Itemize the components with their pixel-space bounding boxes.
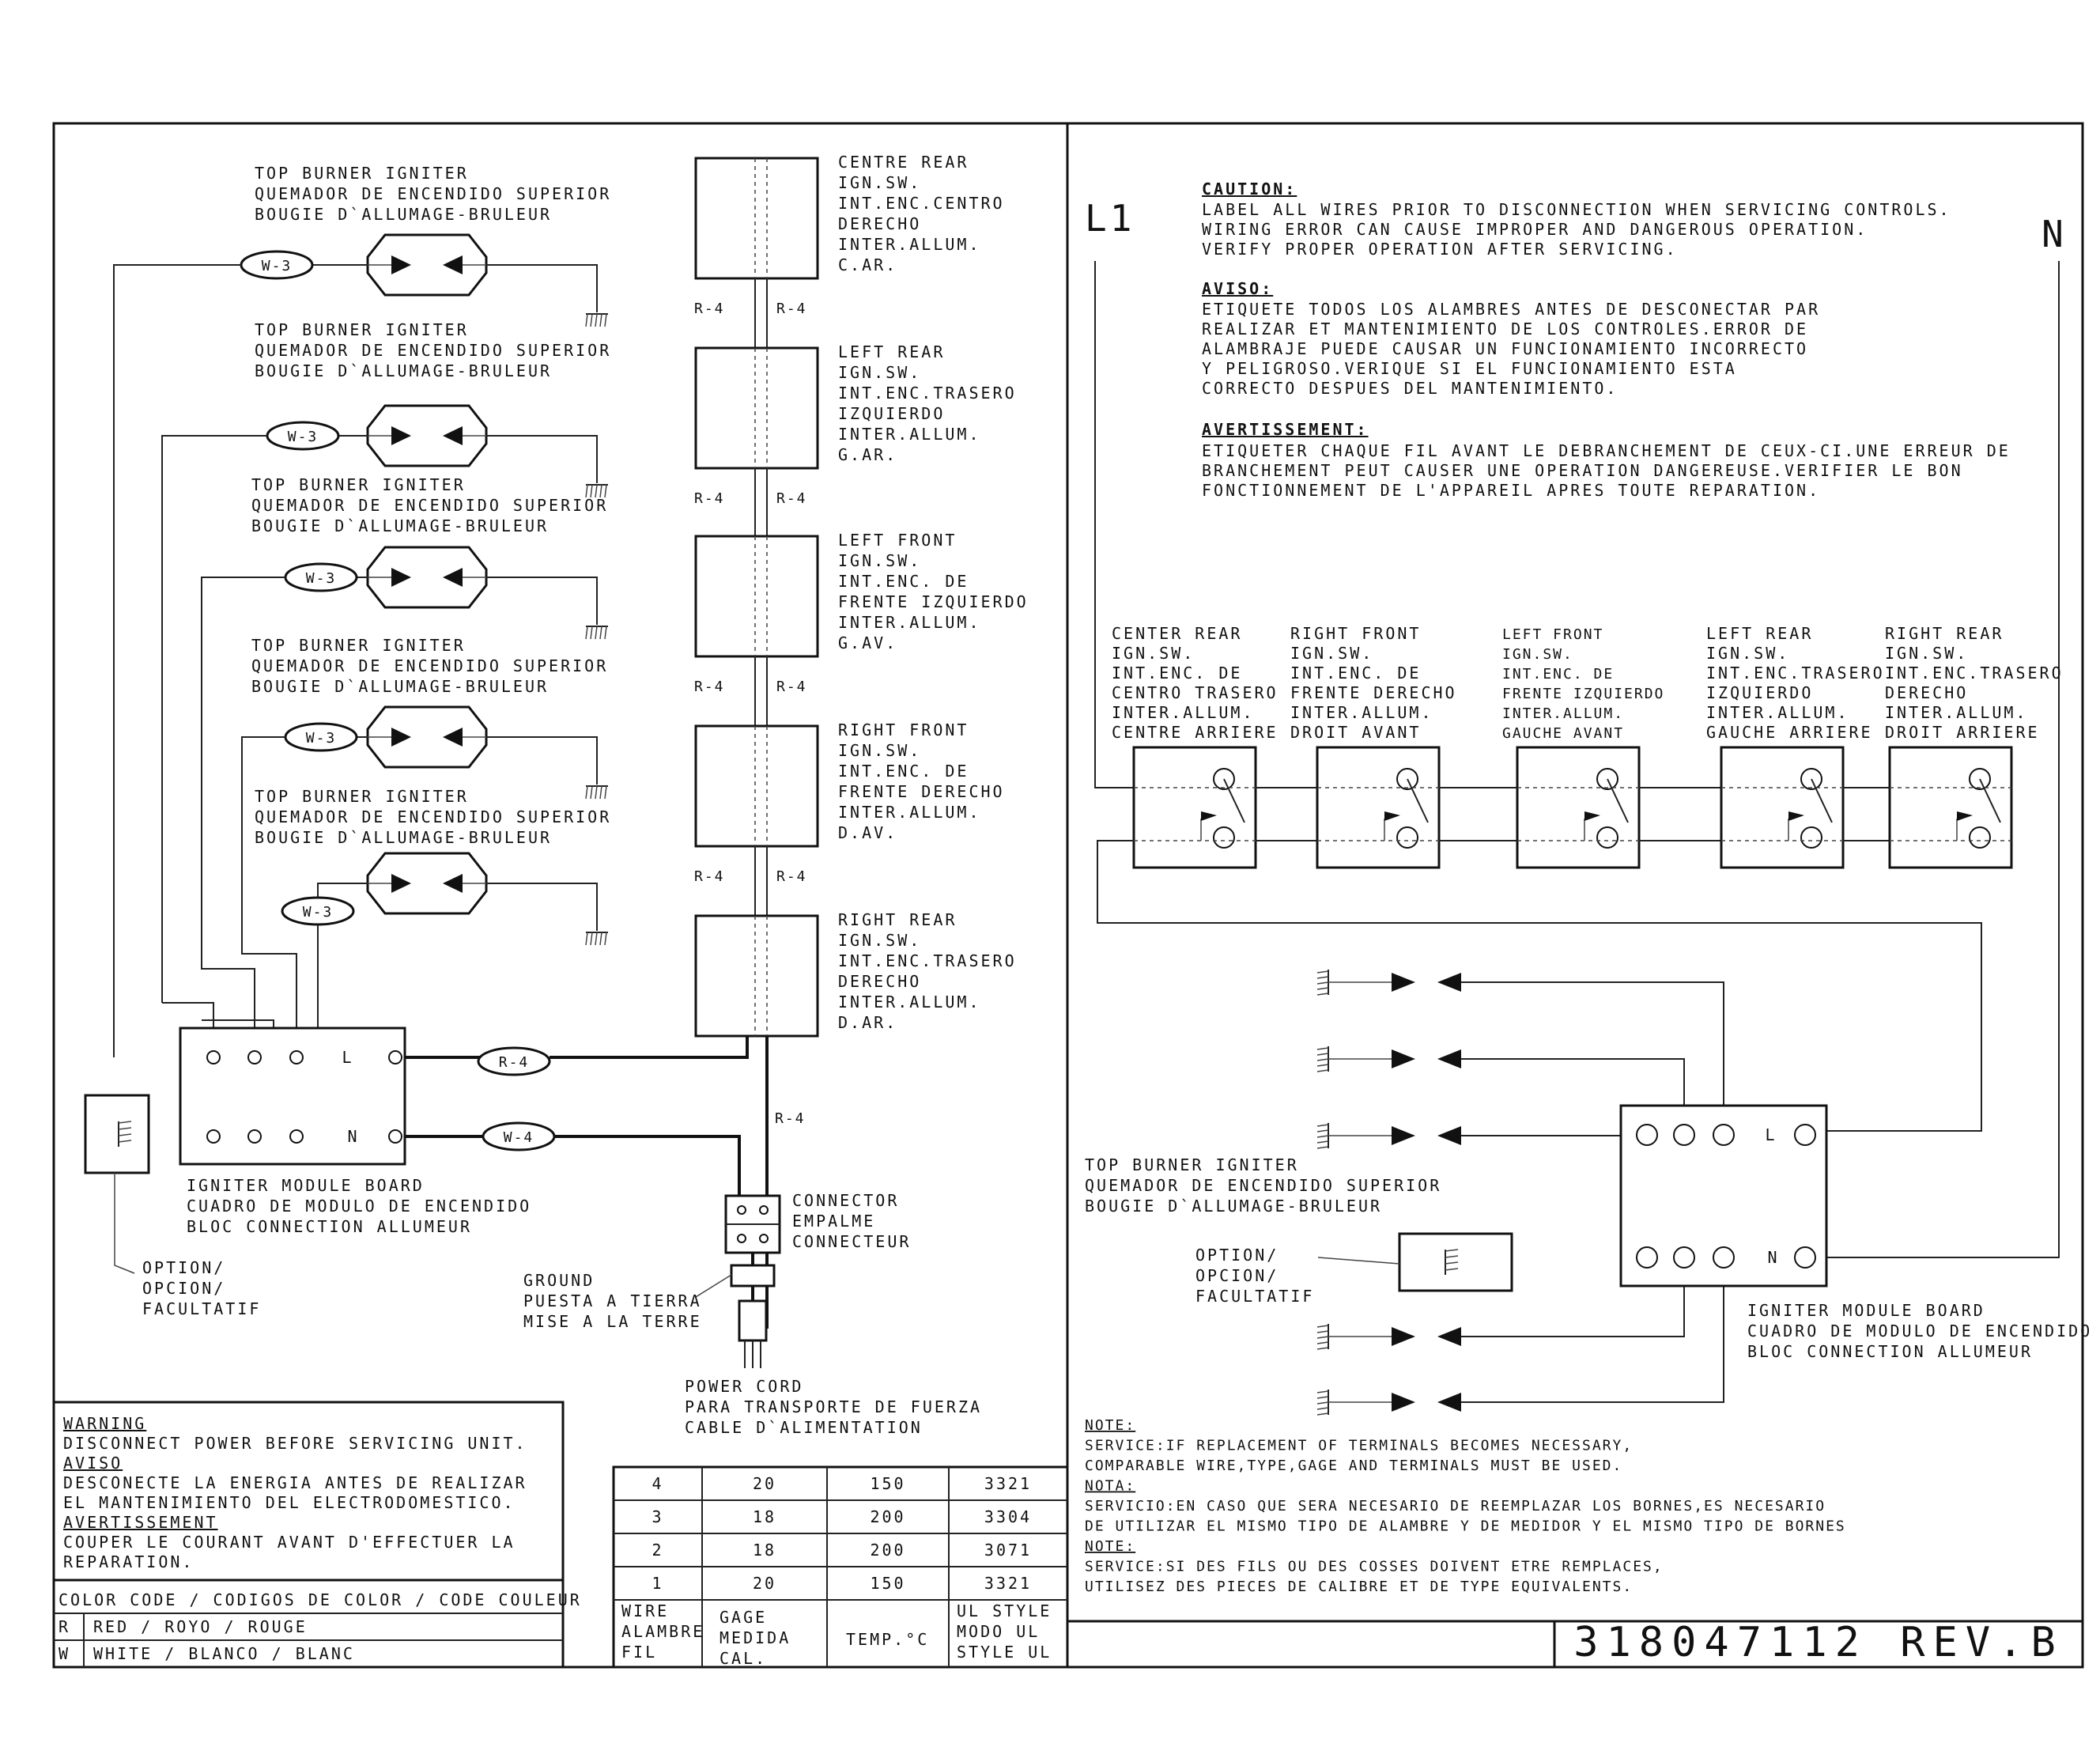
wire-table-cell: 150	[870, 1474, 906, 1493]
wire-table-header: GAGE	[720, 1608, 768, 1627]
power-cord-label: POWER CORD	[685, 1377, 804, 1396]
terminal-N-label: N	[347, 1127, 360, 1146]
terminal-N-right: N	[1767, 1248, 1780, 1267]
igniter-label: BOUGIE D`ALLUMAGE-BRULEUR	[255, 205, 553, 224]
switch-label: INTER.ALLUM.	[838, 803, 981, 822]
switch-right-label: DROIT AVANT	[1290, 723, 1422, 742]
r4-label: R-4	[694, 301, 725, 317]
wire-table-header: MEDIDA	[720, 1628, 791, 1647]
igniter-label: TOP BURNER IGNITER	[255, 787, 469, 806]
aviso-line: REALIZAR ET MANTENIMIENTO DE LOS CONTROLES.ERROR DE	[1202, 320, 1809, 338]
switch-label: G.AR.	[838, 445, 898, 464]
igniter-label: TOP BURNER IGNITER	[255, 164, 469, 183]
option-label: OPCION/	[142, 1279, 226, 1298]
ground-label: GROUND	[523, 1271, 595, 1290]
switch-right-label: INT.ENC. DE	[1112, 664, 1243, 682]
r4-label: R-4	[776, 868, 807, 885]
igniter-label: TOP BURNER IGNITER	[251, 475, 466, 494]
module-terminal-right	[1713, 1247, 1734, 1268]
w4-tag-label: W-4	[503, 1129, 534, 1146]
switch-label: IGN.SW.	[838, 173, 922, 192]
wire-table-header: WIRE	[621, 1601, 670, 1620]
color-code-letter: W	[59, 1644, 71, 1663]
connector-pin	[760, 1235, 768, 1242]
wire-table-cell: 200	[870, 1507, 906, 1526]
color-code-letter: R	[59, 1617, 71, 1636]
wire-table-cell: 20	[752, 1574, 777, 1593]
plug-body	[739, 1301, 766, 1340]
switch-label: INT.ENC. DE	[838, 762, 969, 781]
aviso-line: ALAMBRAJE PUEDE CAUSAR UN FUNCIONAMIENTO INCORRECTO	[1202, 339, 1809, 358]
color-code-header: COLOR CODE / CODIGOS DE COLOR / CODE COULEUR	[59, 1590, 582, 1609]
wire-table-header: FIL	[621, 1643, 658, 1662]
aviso-line: ETIQUETE TODOS LOS ALAMBRES ANTES DE DESCONECTAR PAR	[1202, 300, 1821, 319]
switch-terminal	[1397, 827, 1418, 848]
r4-label: R-4	[776, 679, 807, 695]
switch-terminal	[1597, 827, 1618, 848]
caution-line: VERIFY PROPER OPERATION AFTER SERVICING.	[1202, 240, 1678, 259]
switch-label: INT.ENC.TRASERO	[838, 384, 1017, 403]
wire-table-cell: 1	[652, 1574, 664, 1593]
module-terminal	[248, 1130, 261, 1143]
option-box	[85, 1095, 149, 1173]
wire-table-header: UL STYLE	[957, 1601, 1052, 1620]
switch-right-label: RIGHT REAR	[1885, 624, 2004, 643]
aviso-title: AVISO:	[1202, 279, 1274, 298]
switch-right-label: IGN.SW.	[1502, 646, 1573, 663]
right-module-label: IGNITER MODULE BOARD	[1747, 1301, 1985, 1320]
switch-terminal	[1801, 827, 1822, 848]
switch-right-label: CENTRE ARRIERE	[1112, 723, 1279, 742]
switch-label: INTER.ALLUM.	[838, 993, 981, 1011]
strain-relief	[731, 1265, 774, 1286]
warning-line: DISCONNECT POWER BEFORE SERVICING UNIT.	[63, 1434, 527, 1453]
avertissement-line: BRANCHEMENT PEUT CAUSER UNE OPERATION DANGEREUSE.VERIFIER LE BON	[1202, 461, 1963, 480]
switch-label: IGN.SW.	[838, 741, 922, 760]
module-terminal	[290, 1051, 303, 1064]
switch-label: RIGHT FRONT	[838, 720, 969, 739]
switch-terminal	[1970, 827, 1990, 848]
module-label: IGNITER MODULE BOARD	[187, 1176, 425, 1195]
right-option-label: FACULTATIF	[1195, 1287, 1315, 1306]
igniter-label: QUEMADOR DE ENCENDIDO SUPERIOR	[255, 807, 612, 826]
wire-table-cell: 200	[870, 1541, 906, 1560]
r4-tag-label: R-4	[498, 1054, 530, 1071]
wire-table-cell: 150	[870, 1574, 906, 1593]
power-cord-label: PARA TRANSPORTE DE FUERZA	[685, 1397, 983, 1416]
connector-label: EMPALME	[792, 1212, 876, 1231]
module-terminal	[248, 1051, 261, 1064]
switch-label: D.AR.	[838, 1013, 898, 1032]
note-line: NOTE:	[1085, 1538, 1136, 1555]
module-terminal-right	[1713, 1125, 1734, 1145]
switch-right-label: RIGHT FRONT	[1290, 624, 1422, 643]
caution-line: LABEL ALL WIRES PRIOR TO DISCONNECTION WHEN SERVICING CONTROLS.	[1202, 200, 1951, 219]
ignition-switch-4	[696, 726, 818, 846]
connector-pin	[738, 1235, 746, 1242]
warning-line: AVISO	[63, 1454, 123, 1473]
connector-pin	[760, 1206, 768, 1214]
option-label: OPTION/	[142, 1258, 226, 1277]
switch-label: LEFT FRONT	[838, 531, 957, 550]
avertissement-line: FONCTIONNEMENT DE L'APPAREIL APRES TOUTE REPARATION.	[1202, 481, 1821, 500]
w3-tag-label: W-3	[305, 730, 337, 747]
igniter-label: BOUGIE D`ALLUMAGE-BRULEUR	[255, 361, 553, 380]
switch-right-label: INT.ENC. DE	[1290, 664, 1422, 682]
r4-label: R-4	[694, 868, 725, 885]
wire-table-cell: 3321	[984, 1474, 1033, 1493]
wire-table-cell: 3304	[984, 1507, 1033, 1526]
module-label: BLOC CONNECTION ALLUMEUR	[187, 1217, 472, 1236]
switch-right-label: IGN.SW.	[1112, 644, 1195, 663]
module-terminal	[207, 1130, 220, 1143]
switch-right-label: FRENTE DERECHO	[1290, 683, 1457, 702]
connector-pin	[738, 1206, 746, 1214]
wire-table-cell: 3071	[984, 1541, 1033, 1560]
note-line: DE UTILIZAR EL MISMO TIPO DE ALAMBRE Y DE MEDIDOR Y EL MISMO TIPO DE BORNES	[1085, 1518, 1846, 1535]
igniter-label: QUEMADOR DE ENCENDIDO SUPERIOR	[255, 341, 612, 360]
switch-label: FRENTE DERECHO	[838, 782, 1005, 801]
wire-table-cell: 4	[652, 1474, 664, 1493]
igniter-label: BOUGIE D`ALLUMAGE-BRULEUR	[251, 677, 550, 696]
switch-right-label: CENTRO TRASERO	[1112, 683, 1279, 702]
note-line: NOTA:	[1085, 1477, 1136, 1495]
color-code-name: RED / ROYO / ROUGE	[93, 1617, 308, 1636]
switch-label: IGN.SW.	[838, 551, 922, 570]
aviso-line: CORRECTO DESPUES DEL MANTENIMIENTO.	[1202, 379, 1618, 398]
switch-label: INT.ENC.TRASERO	[838, 951, 1017, 970]
switch-label: INTER.ALLUM.	[838, 613, 981, 632]
right-option-label: OPTION/	[1195, 1246, 1279, 1265]
terminal-L-label: L	[342, 1048, 354, 1067]
aviso-line: Y PELIGROSO.VERIQUE SI EL FUNCIONAMIENTO ESTA	[1202, 359, 1737, 378]
igniter-label: QUEMADOR DE ENCENDIDO SUPERIOR	[251, 656, 609, 675]
switch-label: INTER.ALLUM.	[838, 425, 981, 444]
switch-label: LEFT REAR	[838, 342, 946, 361]
note-line: SERVICIO:EN CASO QUE SERA NECESARIO DE REEMPLAZAR LOS BORNES,ES NECESARIO	[1085, 1498, 1826, 1514]
switch-right-label: INTER.ALLUM.	[1290, 703, 1433, 722]
ignition-switch-2	[696, 348, 818, 468]
r4-label: R-4	[776, 490, 807, 507]
igniter-label: QUEMADOR DE ENCENDIDO SUPERIOR	[251, 496, 609, 515]
wire-table-header: CAL.	[720, 1649, 768, 1668]
right-igniter-label: BOUGIE D`ALLUMAGE-BRULEUR	[1085, 1197, 1383, 1216]
igniter-module-board	[180, 1028, 405, 1164]
right-module-label: BLOC CONNECTION ALLUMEUR	[1747, 1342, 2033, 1361]
module-label: CUADRO DE MODULO DE ENCENDIDO	[187, 1197, 532, 1216]
switch-right-label: INT.ENC.TRASERO	[1885, 664, 2064, 682]
w3-tag-label: W-3	[302, 904, 334, 921]
wire-table-cell: 3	[652, 1507, 664, 1526]
switch-right-label: GAUCHE ARRIERE	[1706, 723, 1873, 742]
switch-right-label: FRENTE IZQUIERDO	[1502, 686, 1665, 702]
switch-label: INT.ENC. DE	[838, 572, 969, 591]
right-igniter-label: QUEMADOR DE ENCENDIDO SUPERIOR	[1085, 1176, 1442, 1195]
warning-line: REPARATION.	[63, 1552, 195, 1571]
module-terminal	[290, 1130, 303, 1143]
switch-right-label: DROIT ARRIERE	[1885, 723, 2040, 742]
note-line: SERVICE:SI DES FILS OU DES COSSES DOIVENT ETRE REMPLACES,	[1085, 1558, 1664, 1575]
connector-label: CONNECTEUR	[792, 1232, 912, 1251]
w3-tag-label: W-3	[287, 429, 319, 445]
warning-line: DESCONECTE LA ENERGIA ANTES DE REALIZAR	[63, 1473, 527, 1492]
r4-label: R-4	[775, 1110, 806, 1127]
switch-right-label: CENTER REAR	[1112, 624, 1243, 643]
switch-right-label: IZQUIERDO	[1706, 683, 1814, 702]
l1-label: L1	[1085, 197, 1135, 240]
note-line: COMPARABLE WIRE,TYPE,GAGE AND TERMINALS MUST BE USED.	[1085, 1458, 1623, 1474]
wire-table-header: ALAMBRE	[621, 1622, 705, 1641]
option-label: FACULTATIF	[142, 1299, 262, 1318]
wire-table-cell: 18	[752, 1541, 777, 1560]
switch-right-label: INTER.ALLUM.	[1885, 703, 2028, 722]
warning-line: COUPER LE COURANT AVANT D'EFFECTUER LA	[63, 1533, 516, 1552]
note-line: NOTE:	[1085, 1417, 1136, 1434]
switch-label: G.AV.	[838, 633, 898, 652]
warning-line: WARNING	[63, 1414, 147, 1433]
warning-line: AVERTISSEMENT	[63, 1513, 218, 1532]
ground-label: PUESTA A TIERRA	[523, 1291, 702, 1310]
ignition-switch-3	[696, 536, 818, 656]
right-module-label: CUADRO DE MODULO DE ENCENDIDO	[1747, 1322, 2093, 1340]
color-code-name: WHITE / BLANCO / BLANC	[93, 1644, 355, 1663]
module-terminal-right	[1795, 1247, 1815, 1268]
module-terminal	[207, 1051, 220, 1064]
switch-label: CENTRE REAR	[838, 153, 969, 172]
wire-table-header: TEMP.°C	[846, 1630, 930, 1649]
wire-table-cell: 3321	[984, 1574, 1033, 1593]
switch-right-label: INTER.ALLUM.	[1502, 705, 1625, 722]
switch-label: IZQUIERDO	[838, 404, 946, 423]
note-line: UTILISEZ DES PIECES DE CALIBRE ET DE TYPE EQUIVALENTS.	[1085, 1579, 1634, 1595]
caution-line: WIRING ERROR CAN CAUSE IMPROPER AND DANGEROUS OPERATION.	[1202, 220, 1868, 239]
ignition-switch-1	[696, 158, 818, 278]
module-terminal-right	[1637, 1247, 1657, 1268]
igniter-label: TOP BURNER IGNITER	[251, 636, 466, 655]
w3-tag-label: W-3	[305, 570, 337, 587]
right-igniter-label: TOP BURNER IGNITER	[1085, 1155, 1299, 1174]
switch-label: RIGHT REAR	[838, 910, 957, 929]
switch-right-label: IGN.SW.	[1885, 644, 1969, 663]
switch-label: DERECHO	[838, 972, 922, 991]
ignition-switch-5	[696, 916, 818, 1036]
avertissement-line: ETIQUETER CHAQUE FIL AVANT LE DEBRANCHEMENT DE CEUX-CI.UNE ERREUR DE	[1202, 441, 2011, 460]
r4-label: R-4	[776, 301, 807, 317]
r4-label: R-4	[694, 679, 725, 695]
avertissement-title: AVERTISSEMENT:	[1202, 420, 1369, 439]
switch-right-label: LEFT REAR	[1706, 624, 1814, 643]
switch-right-label: INTER.ALLUM.	[1112, 703, 1255, 722]
switch-terminal	[1214, 827, 1234, 848]
connector-label: CONNECTOR	[792, 1191, 900, 1210]
igniter-label: BOUGIE D`ALLUMAGE-BRULEUR	[255, 828, 553, 847]
wire-table-cell: 20	[752, 1474, 777, 1493]
wire-table-cell: 18	[752, 1507, 777, 1526]
switch-label: IGN.SW.	[838, 931, 922, 950]
switch-right-label: IGN.SW.	[1290, 644, 1374, 663]
igniter-label: TOP BURNER IGNITER	[255, 320, 469, 339]
switch-label: DERECHO	[838, 214, 922, 233]
terminal-L-right: L	[1765, 1125, 1777, 1144]
igniter-label: QUEMADOR DE ENCENDIDO SUPERIOR	[255, 184, 612, 203]
switch-label: FRENTE IZQUIERDO	[838, 592, 1029, 611]
switch-label: INTER.ALLUM.	[838, 235, 981, 254]
switch-right-label: IGN.SW.	[1706, 644, 1790, 663]
switch-label: D.AV.	[838, 823, 898, 842]
switch-right-label: INT.ENC.TRASERO	[1706, 664, 1885, 682]
wire-table-header: MODO UL	[957, 1622, 1041, 1641]
power-cord-label: CABLE D`ALIMENTATION	[685, 1418, 923, 1437]
n-label: N	[2041, 213, 2067, 255]
note-line: SERVICE:IF REPLACEMENT OF TERMINALS BECOMES NECESSARY,	[1085, 1437, 1634, 1454]
warning-line: EL MANTENIMIENTO DEL ELECTRODOMESTICO.	[63, 1493, 516, 1512]
igniter-label: BOUGIE D`ALLUMAGE-BRULEUR	[251, 516, 550, 535]
right-option-label: OPCION/	[1195, 1266, 1279, 1285]
module-terminal	[389, 1051, 402, 1064]
module-terminal-right	[1674, 1247, 1694, 1268]
switch-right-label: LEFT FRONT	[1502, 626, 1604, 643]
part-number: 318047112 REV.B	[1573, 1619, 2064, 1666]
wire-table-header: STYLE UL	[957, 1643, 1052, 1662]
module-terminal-right	[1795, 1125, 1815, 1145]
switch-label: C.AR.	[838, 255, 898, 274]
switch-right-label: INT.ENC. DE	[1502, 666, 1615, 682]
switch-right-label: GAUCHE AVANT	[1502, 725, 1625, 742]
wire-table-cell: 2	[652, 1541, 664, 1560]
module-terminal-right	[1674, 1125, 1694, 1145]
switch-label: IGN.SW.	[838, 363, 922, 382]
module-terminal-right	[1637, 1125, 1657, 1145]
switch-right-label: DERECHO	[1885, 683, 1969, 702]
switch-right-label: INTER.ALLUM.	[1706, 703, 1849, 722]
module-terminal	[389, 1130, 402, 1143]
w3-tag-label: W-3	[261, 258, 293, 274]
caution-title: CAUTION:	[1202, 180, 1297, 199]
r4-label: R-4	[694, 490, 725, 507]
switch-label: INT.ENC.CENTRO	[838, 194, 1005, 213]
ground-label: MISE A LA TERRE	[523, 1312, 702, 1331]
